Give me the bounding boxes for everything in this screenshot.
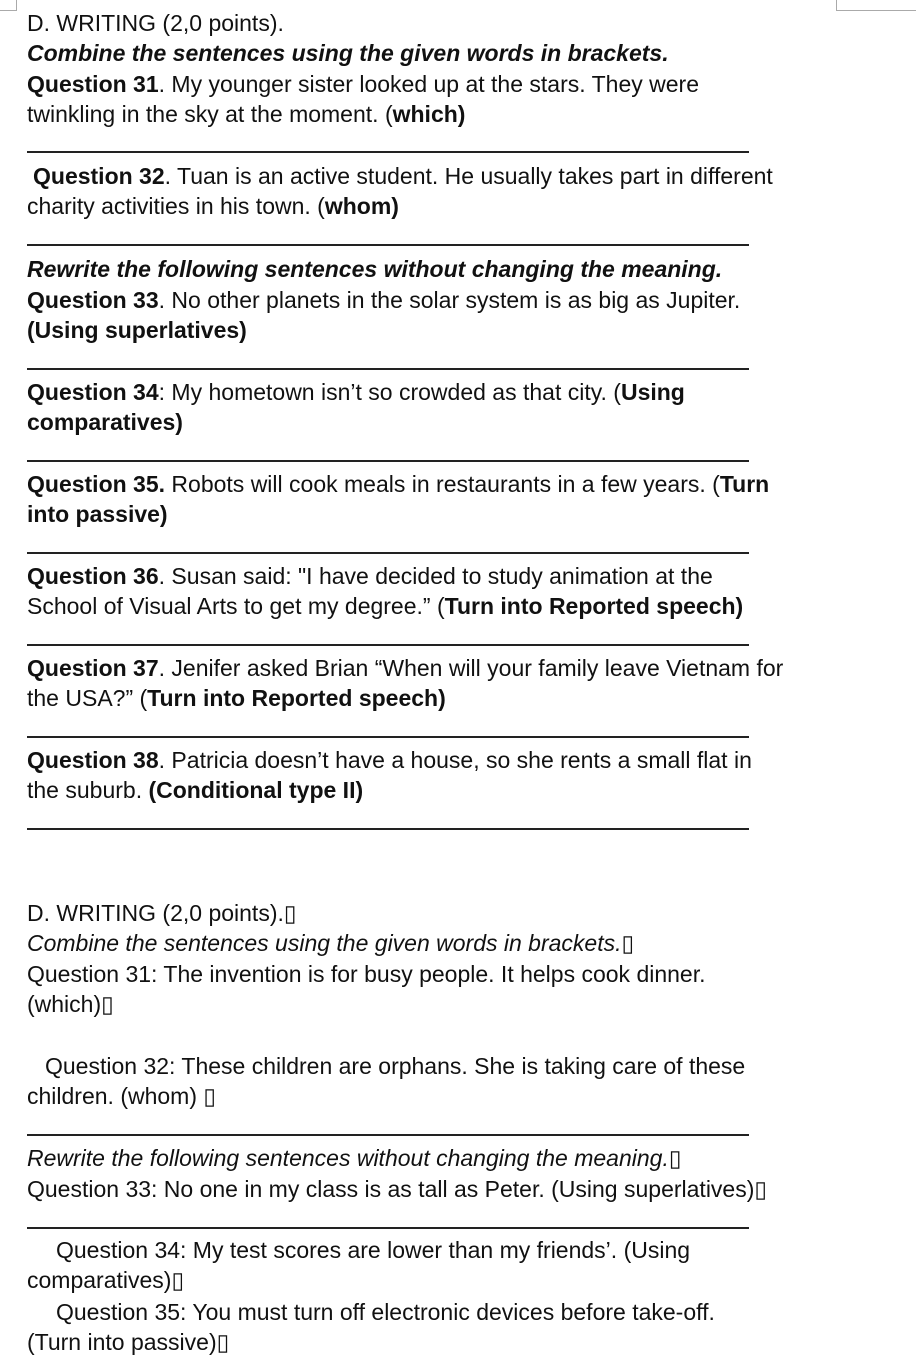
- question-34-line-1: [27, 377, 685, 407]
- question-text: . Jenifer asked Brian “When will your family leave Vietnam for: [158, 655, 784, 681]
- question-32-v2-line-1: Question 32: These children are orphans. She is taking care of these: [45, 1053, 746, 1079]
- question-35-v2-line-2: [27, 1327, 229, 1357]
- missing-glyph-box: ▯: [216, 1329, 230, 1355]
- instruction-text: Combine the sentences using the given words in brackets.: [27, 930, 622, 956]
- question-text: the USA?” (: [27, 685, 148, 711]
- question-hint: which): [392, 101, 466, 127]
- question-hint: Using: [620, 379, 685, 405]
- question-hint: (which): [27, 991, 102, 1017]
- question-label: Question 35.: [27, 471, 166, 497]
- missing-glyph-box: ▯: [171, 1267, 185, 1293]
- answer-line-33-v2: [27, 1227, 749, 1229]
- instruction-combine: Combine the sentences using the given words in brackets.: [27, 40, 669, 66]
- question-hint: (Using superlatives): [27, 317, 247, 343]
- question-34-line-2: [27, 407, 183, 437]
- missing-glyph-box: ▯: [668, 1145, 682, 1171]
- question-label: Question 34: [27, 379, 159, 405]
- question-31-line-2: [27, 99, 465, 129]
- question-33-line-1: [27, 285, 740, 315]
- answer-line-32: [27, 244, 749, 246]
- question-35-line-1: [27, 469, 769, 499]
- question-text: . Tuan is an active student. He usually takes part in different: [164, 163, 773, 189]
- question-31-v2-line-2: [27, 989, 114, 1019]
- page-corner-mark-right: [836, 0, 916, 11]
- question-text: . Susan said: "I have decided to study animation at the: [158, 563, 713, 589]
- question-hint: Turn: [719, 471, 770, 497]
- question-text: children. (whom): [27, 1083, 204, 1109]
- question-31-v2-line-1: Question 31: The invention is for busy people. It helps cook dinner.: [27, 961, 706, 987]
- question-35-v2-line-1: Question 35: You must turn off electronic devices before take-off.: [56, 1299, 715, 1325]
- answer-line-35: [27, 552, 749, 554]
- section-heading: [27, 8, 284, 38]
- question-32-line-2: [27, 191, 399, 221]
- question-37-line-2: [27, 683, 446, 713]
- question-38-line-2: [27, 775, 363, 805]
- question-label: Question 37: [27, 655, 159, 681]
- question-36-line-2: [27, 591, 743, 621]
- instruction-rewrite: Rewrite the following sentences without changing the meaning.: [27, 256, 723, 282]
- answer-line-36: [27, 644, 749, 646]
- question-text: . My younger sister looked up at the stars. They were: [158, 71, 699, 97]
- question-33-line-2: [27, 315, 247, 345]
- question-32-line-1: [33, 161, 773, 191]
- question-hint: comparatives): [27, 409, 183, 435]
- section-heading-2: [27, 898, 297, 928]
- question-34-v2-line-2: [27, 1265, 184, 1295]
- missing-glyph-box: ▯: [101, 991, 114, 1017]
- instruction-text: Rewrite the following sentences without changing the meaning.: [27, 1145, 669, 1171]
- answer-line-37: [27, 736, 749, 738]
- question-hint: whom): [324, 193, 399, 219]
- question-label: Question 33: [27, 287, 159, 313]
- question-32-v2-line-2: [27, 1081, 216, 1111]
- question-label: Question 38: [27, 747, 159, 773]
- question-34-v2-line-1: Question 34: My test scores are lower than my friends’. (Using: [56, 1237, 691, 1263]
- missing-glyph-box: ▯: [754, 1176, 768, 1202]
- question-hint: Turn into Reported speech): [444, 593, 744, 619]
- instruction-combine-2: [27, 928, 634, 958]
- question-hint: (Conditional type II): [148, 777, 364, 803]
- missing-glyph-box: ▯: [203, 1083, 217, 1109]
- question-38-line-1: [27, 745, 752, 775]
- question-37-line-1: [27, 653, 783, 683]
- question-text: School of Visual Arts to get my degree.” (: [27, 593, 445, 619]
- answer-line-31: [27, 151, 749, 153]
- question-hint: (Turn into passive): [27, 1329, 217, 1355]
- heading-text: D. WRITING (2,0 points).: [27, 900, 284, 926]
- question-31-line-1: [27, 69, 699, 99]
- question-text: . No other planets in the solar system is as big as Jupiter.: [158, 287, 741, 313]
- answer-line-32-v2: [27, 1134, 749, 1136]
- question-text: Question 33: No one in my class is as tall as Peter. (Using superlatives): [27, 1176, 755, 1202]
- heading-text: D. WRITING (2,0 points).: [27, 10, 284, 36]
- missing-glyph-box: ▯: [283, 900, 297, 926]
- question-35-line-2: [27, 499, 168, 529]
- question-label: Question 32: [33, 163, 165, 189]
- question-label: Question 36: [27, 563, 159, 589]
- answer-line-33: [27, 368, 749, 370]
- instruction-rewrite-2: [27, 1143, 682, 1173]
- missing-glyph-box: ▯: [621, 930, 635, 956]
- question-hint: comparatives): [27, 1267, 172, 1293]
- question-hint: Turn into Reported speech): [147, 685, 446, 711]
- question-text: charity activities in his town. (: [27, 193, 325, 219]
- question-hint: into passive): [27, 501, 168, 527]
- question-text: . Patricia doesn’t have a house, so she rents a small flat in: [158, 747, 752, 773]
- question-label: Question 31: [27, 71, 159, 97]
- question-text: the suburb.: [27, 777, 149, 803]
- answer-line-38: [27, 828, 749, 830]
- question-text: : My hometown isn’t so crowded as that city. (: [158, 379, 621, 405]
- question-text: Robots will cook meals in restaurants in a few years. (: [165, 471, 720, 497]
- answer-line-34: [27, 460, 749, 462]
- question-33-v2-line-1: [27, 1174, 767, 1204]
- question-36-line-1: [27, 561, 713, 591]
- page-corner-mark-left: [0, 0, 17, 11]
- question-text: twinkling in the sky at the moment. (: [27, 101, 393, 127]
